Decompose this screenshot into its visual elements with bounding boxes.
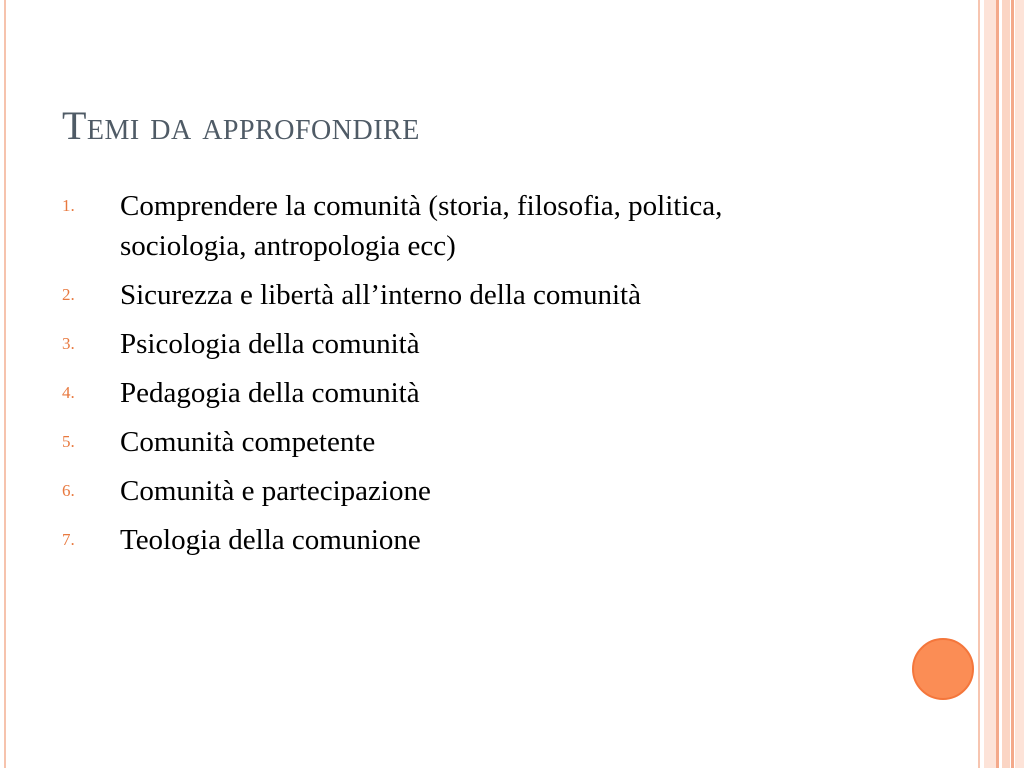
- slide-title: Temi da approfondire: [62, 103, 420, 148]
- list-number: 3.: [62, 334, 75, 353]
- stripe: [978, 0, 980, 768]
- list-text: Comunità e partecipazione: [120, 475, 431, 507]
- list-item: [62, 275, 862, 315]
- stripe: [1011, 0, 1014, 768]
- stripe: [996, 0, 999, 768]
- topic-list: [62, 186, 862, 569]
- list-item: [62, 186, 862, 266]
- left-border-line: [4, 0, 6, 768]
- list-number: 6.: [62, 481, 75, 500]
- list-text: Pedagogia della comunità: [120, 377, 420, 409]
- list-text: Comprendere la comunità (storia, filosofia, politica, sociologia, antropologia ecc): [120, 190, 723, 262]
- right-decorative-stripes: [978, 0, 1024, 768]
- list-text: Comunità competente: [120, 426, 376, 458]
- list-item: [62, 373, 862, 413]
- list-item: [62, 471, 862, 511]
- list-number: 5.: [62, 432, 75, 451]
- list-item: [62, 422, 862, 462]
- list-number: 7.: [62, 530, 75, 549]
- list-item: [62, 324, 862, 364]
- stripe: [1015, 0, 1024, 768]
- stripe: [984, 0, 996, 768]
- stripe: [1002, 0, 1010, 768]
- list-number: 2.: [62, 285, 75, 304]
- list-number: 1.: [62, 196, 75, 215]
- decorative-circle: [912, 638, 974, 700]
- list-number: 4.: [62, 383, 75, 402]
- list-text: Teologia della comunione: [120, 524, 421, 556]
- list-item: [62, 520, 862, 560]
- list-text: Sicurezza e libertà all’interno della comunità: [120, 279, 641, 311]
- list-text: Psicologia della comunità: [120, 328, 420, 360]
